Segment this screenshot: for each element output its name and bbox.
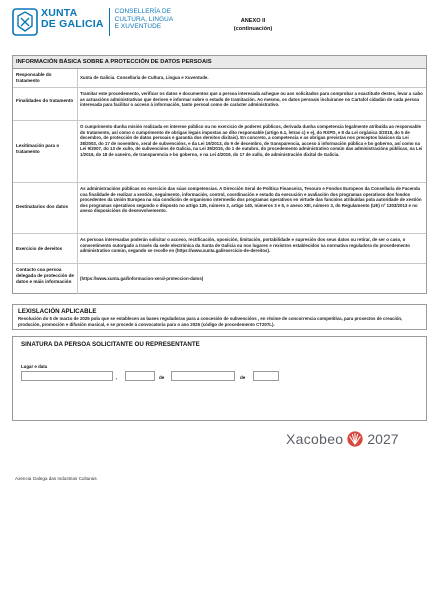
logo-divider [109, 8, 110, 36]
xunta-emblem-icon [12, 8, 38, 36]
table-row [13, 264, 426, 294]
table-row [13, 69, 426, 88]
footer-agency-name: Axencia Galega das Industrias Culturais [15, 476, 97, 481]
row-label: Destinatarios dos datos [16, 204, 69, 209]
row-label: Finalidades do tratamento [16, 98, 74, 103]
table-row [13, 88, 426, 121]
xunta-wordmark: XUNTA DE GALICIA [41, 7, 104, 30]
applicable-legislation-box [12, 304, 427, 330]
xacobeo-wordmark: Xacobeo [286, 431, 344, 447]
table-row [13, 234, 426, 264]
year-input[interactable] [253, 371, 279, 381]
row-text: O cumprimento dunha misión realizada en interese público ou no exercicio de poderes públicos, derivada dunha competencia legalmente atribuída ao responsable do tratamento, así como o cumprimento de obrigas legais impostas ao dito responsable (artigo 6.1, letras c) e e), do RXPD, e 8 da Lei orgánica 3/2018, do 5 de decembro, de protección de datos persoais e garantía dos dereitos dixitais). En concreto, a competencia e as obrigas previstas nos preceptos básicos da Lei 38/2003, do 17 de novembro, xeral de subvencións, e da Lei 19/2013, do 9 de decembro, de transparencia, acceso á información pública e bo goberno, así como na Lei 9/2007, do 13 de xuño, de subvencións de Galicia, na Lei 39/2015, do 1 de outubro, do procedemento administrativo común das administracións públicas, na Lei 1/2016, do 18 de xaneiro, de transparencia e bo goberno, e na Lei 4/2019, do 17 de xullo, de administración dixital de Galicia. [80, 124, 423, 157]
day-input[interactable] [125, 371, 155, 381]
document-header [12, 8, 427, 48]
comma-separator: , [116, 375, 118, 380]
data-protection-table [12, 55, 427, 294]
legislation-text: Resolución do 5 de marzo de 2025 pola que se establecen as bases reguladoras para a concesión de subvencións , en réxime de concorrencia competitiva, para proxectos de creación, produción, promoción e difusión musical, e se procede á convocatoria para o ano 2025 (código de procedemento CT207L). [18, 316, 403, 327]
xunta-logo [12, 8, 173, 36]
table-row [13, 183, 426, 234]
scallop-shell-icon [346, 430, 364, 448]
table-row [13, 121, 426, 183]
annex-label: ANEXO II (continuación) [233, 18, 273, 32]
place-date-label: Lugar e data [21, 364, 48, 369]
row-text: Tramitar este procedemento, verificar os datos e documentos que a persoa interesada achegue ou aos solicitados para comprobar a exactitude destes, levar a cabo as actuacións administrativas que deriven e informar sobre o estado de tramitación. Ao mesmo, os datos persoais incluiranse no Cartafol cidadán de cada persoa interesada para facilitar o acceso á información, tanto persoal como de carácter administrativo. [80, 91, 423, 108]
consellaria-name: CONSELLERÍA DE CULTURA, LINGUA E XUVENTUDE [114, 8, 174, 31]
signature-title: SINATURA DA PERSOA SOLICITANTE OU REPRESENTANTE [21, 341, 200, 348]
legislation-title: LEXISLACIÓN APLICABLE [18, 308, 97, 315]
de-separator: de [240, 375, 246, 380]
row-label: Contacto coa persoa delegada de protección de datos e máis información [16, 267, 74, 284]
row-label: Exercicio de dereitos [16, 246, 63, 251]
xacobeo-year: 2027 [367, 431, 399, 447]
xacobeo-logo [286, 430, 399, 448]
row-label: Responsable do tratamento [16, 72, 52, 83]
place-input[interactable] [21, 371, 113, 381]
signature-box [12, 336, 427, 421]
row-text: As administracións públicas no exercicio das súas competencias. A Dirección Xeral de Política Financeira, Tesouro e Fondos Europeos da Consellaría de Facenda coa finalidade de realizar a xestión, seguimento, información, control, coordinación e estudo da execución e avaliación dos programas operativos dos fondos procedentes da Unión Europea na súa condición de organismo intermedio dos programas operativos en virtude das funcións atribuídas pola autoridade de xestión dos programas operativos segundo o disposto no artigo 125, número 2, artigo 140, números 3 e 5, e anexo XIII, número 3, do Regulamento (UE) nº 1303/2013 e no anexo disposicións do desenvolvemento. [80, 186, 422, 214]
row-label: Lexitimación para o tratamento [16, 143, 60, 154]
de-separator: de [159, 375, 165, 380]
row-text: As persoas interesadas poderán solicitar o acceso, rectificación, oposición, limitación, portabilidade e supresión dos seus datos ou retirar, de ser o caso, o consentimento outorgado a través da sede electrónica da Xunta de Galicia ou nos lugares e rexistros establecidos na normativa reguladora do procedemento administrativo común, segundo se recolle en (https://www.xunta.gal/exercicio-de-dereitos). [80, 237, 410, 254]
row-text: (https://www.xunta.gal/informacion-xeral-proteccion-datos) [80, 276, 204, 281]
row-text: Xunta de Galicia. Consellaría de Cultura, Lingua e Xuventude. [80, 75, 209, 80]
month-input[interactable] [171, 371, 235, 381]
data-protection-title: INFORMACIÓN BÁSICA SOBRE A PROTECCIÓN DE DATOS PERSOAIS [13, 56, 426, 69]
